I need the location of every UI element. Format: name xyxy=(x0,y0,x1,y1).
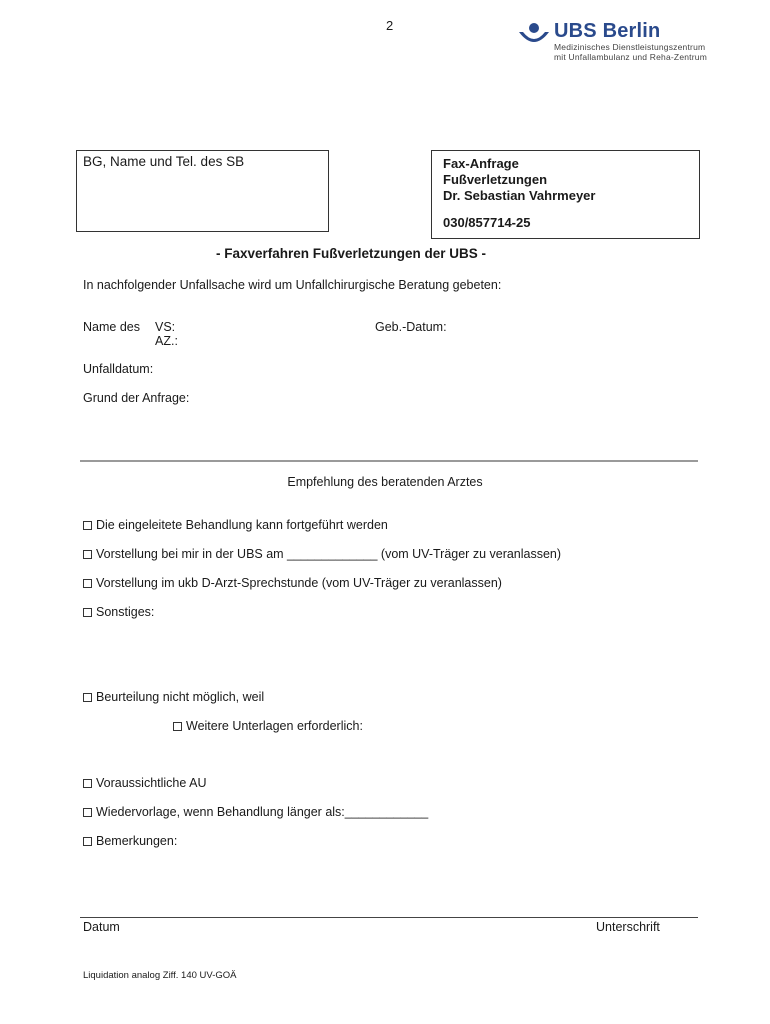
fax-anfrage-label: Fax-Anfrage xyxy=(443,156,519,171)
az-label: AZ.: xyxy=(155,334,178,348)
accident-date-label: Unfalldatum: xyxy=(83,362,154,376)
checkbox-icon[interactable] xyxy=(173,722,182,731)
signature-line xyxy=(80,917,698,918)
checkbox-icon[interactable] xyxy=(83,579,92,588)
fax-doctor-name: Dr. Sebastian Vahrmeyer xyxy=(443,188,596,203)
checkbox-icon[interactable] xyxy=(83,550,92,559)
signature-label: Unterschrift xyxy=(596,920,660,934)
checkbox-icon[interactable] xyxy=(83,837,92,846)
checkbox-icon[interactable] xyxy=(83,808,92,817)
vs-label: VS: xyxy=(155,320,176,334)
checkbox-icon[interactable] xyxy=(83,521,92,530)
intro-text: In nachfolgender Unfallsache wird um Unfallchirurgische Beratung gebeten: xyxy=(83,278,502,292)
bg-contact-label: BG, Name und Tel. des SB xyxy=(83,154,245,169)
checkbox-icon[interactable] xyxy=(83,779,92,788)
logo-subtitle-line2: mit Unfallambulanz und Reha-Zentrum xyxy=(554,52,707,62)
option-other[interactable]: Sonstiges: xyxy=(83,605,154,619)
fax-subject-label: Fußverletzungen xyxy=(443,172,548,187)
dob-label: Geb.-Datum: xyxy=(375,320,447,334)
option-expected-au[interactable]: Voraussichtliche AU xyxy=(83,776,206,790)
logo-name: UBS Berlin xyxy=(554,20,661,42)
name-label: Name des xyxy=(83,320,140,334)
fax-phone-number: 030/857714-25 xyxy=(443,215,531,230)
bg-contact-box[interactable] xyxy=(76,150,329,232)
date-label: Datum xyxy=(83,920,120,934)
form-title: - Faxverfahren Fußverletzungen der UBS - xyxy=(216,246,487,261)
option-assessment-not-possible[interactable]: Beurteilung nicht möglich, weil xyxy=(83,690,264,704)
ubs-logo-icon xyxy=(518,22,550,50)
checkbox-icon[interactable] xyxy=(83,693,92,702)
option-resubmission[interactable]: Wiedervorlage, wenn Behandlung länger als:____________ xyxy=(83,805,428,819)
request-reason-label: Grund der Anfrage: xyxy=(83,391,190,405)
option-continue-treatment[interactable]: Die eingeleitete Behandlung kann fortgeführt werden xyxy=(83,518,388,532)
footer-note: Liquidation analog Ziff. 140 UV-GOÄ xyxy=(83,970,237,981)
option-more-documents[interactable]: Weitere Unterlagen erforderlich: xyxy=(173,719,363,733)
checkbox-icon[interactable] xyxy=(83,608,92,617)
option-presentation-ubs[interactable]: Vorstellung bei mir in der UBS am _____________ (vom UV-Träger zu veranlassen) xyxy=(83,547,561,561)
section-divider xyxy=(80,460,698,462)
option-remarks[interactable]: Bemerkungen: xyxy=(83,834,177,848)
fax-recipient-box xyxy=(431,150,700,239)
option-presentation-ukb[interactable]: Vorstellung im ukb D-Arzt-Sprechstunde (vom UV-Träger zu veranlassen) xyxy=(83,576,502,590)
recommendation-heading: Empfehlung des beratenden Arztes xyxy=(287,475,483,489)
page-number: 2 xyxy=(386,18,394,33)
logo-subtitle-line1: Medizinisches Dienstleistungszentrum xyxy=(554,42,706,52)
